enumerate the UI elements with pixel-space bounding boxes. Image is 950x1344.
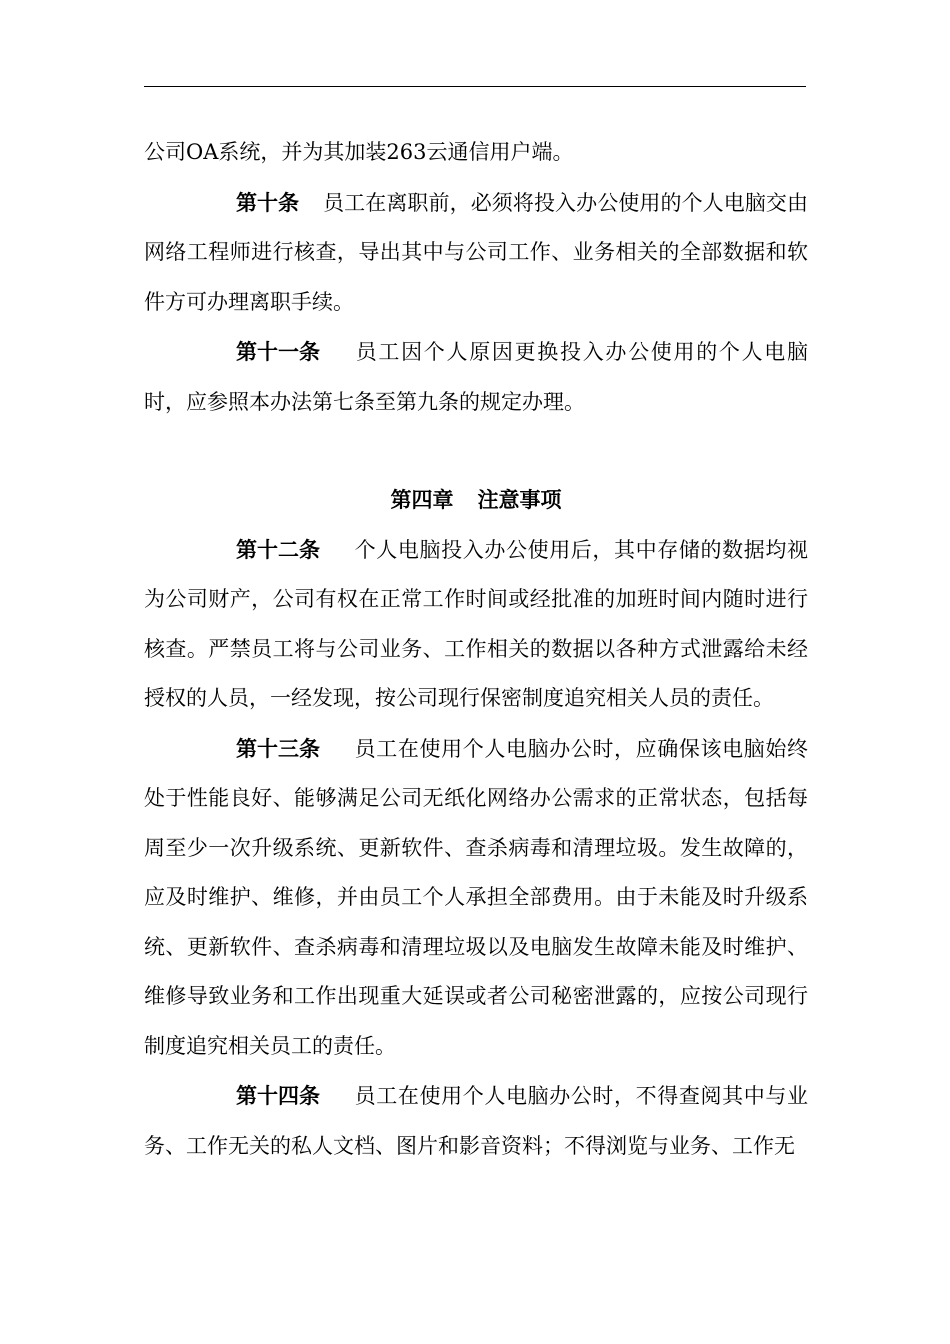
article-text: 员工在使用个人电脑办公时，应确保该电脑始终处于性能良好、能够满足公司无纸化网络办公需求的正常状态，包括每周至少一次升级系统、更新软件、查杀病毒和清理垃圾。发生故障的，应及时维护、维修，并由员工个人承担全部费用。由于未能及时升级系统、更新软件、查杀病毒和清理垃圾以及电脑发生故障未能及时维护、维修导致业务和工作出现重大延误或者公司秘密泄露的，应按公司现行制度追究相关员工的责任。: [144, 736, 808, 1058]
article-13: [144, 724, 808, 1072]
document-body: [144, 128, 808, 1171]
lead-paragraph: 公司OA系统，并为其加装263云通信用户端。: [144, 140, 574, 164]
article-text: 员工在离职前，必须将投入办公使用的个人电脑交由网络工程师进行核查，导出其中与公司工作、业务相关的全部数据和软件方可办理离职手续。: [144, 190, 808, 314]
article-label: 第十一条: [236, 339, 320, 364]
article-label: 第十二条: [236, 536, 320, 562]
article-text: 员工因个人原因更换投入办公使用的个人电脑时，应参照本办法第七条至第九条的规定办理。: [144, 340, 808, 414]
chapter-number: 第四章: [390, 487, 454, 512]
article-label: 第十三条: [236, 735, 320, 761]
article-12: [144, 525, 808, 724]
article-10: [144, 178, 808, 328]
article-14: [144, 1071, 808, 1171]
article-label: 第十四条: [236, 1083, 320, 1108]
chapter-title: 注意事项: [477, 487, 562, 512]
article-text: 员工在使用个人电脑办公时，不得查阅其中与业务、工作无关的私人文档、图片和影音资料；不得浏览与业务、工作无: [144, 1084, 808, 1158]
article-11: [144, 327, 808, 427]
article-label: 第十条: [236, 189, 299, 215]
header-rule: [144, 86, 806, 87]
article-text: 个人电脑投入办公使用后，其中存储的数据均视为公司财产，公司有权在正常工作时间或经批准的加班时间内随时进行核查。严禁员工将与公司业务、工作相关的数据以各种方式泄露给未经授权的人员，一经发现，按公司现行保密制度追究相关人员的责任。: [144, 537, 808, 710]
chapter-heading: [144, 475, 808, 525]
